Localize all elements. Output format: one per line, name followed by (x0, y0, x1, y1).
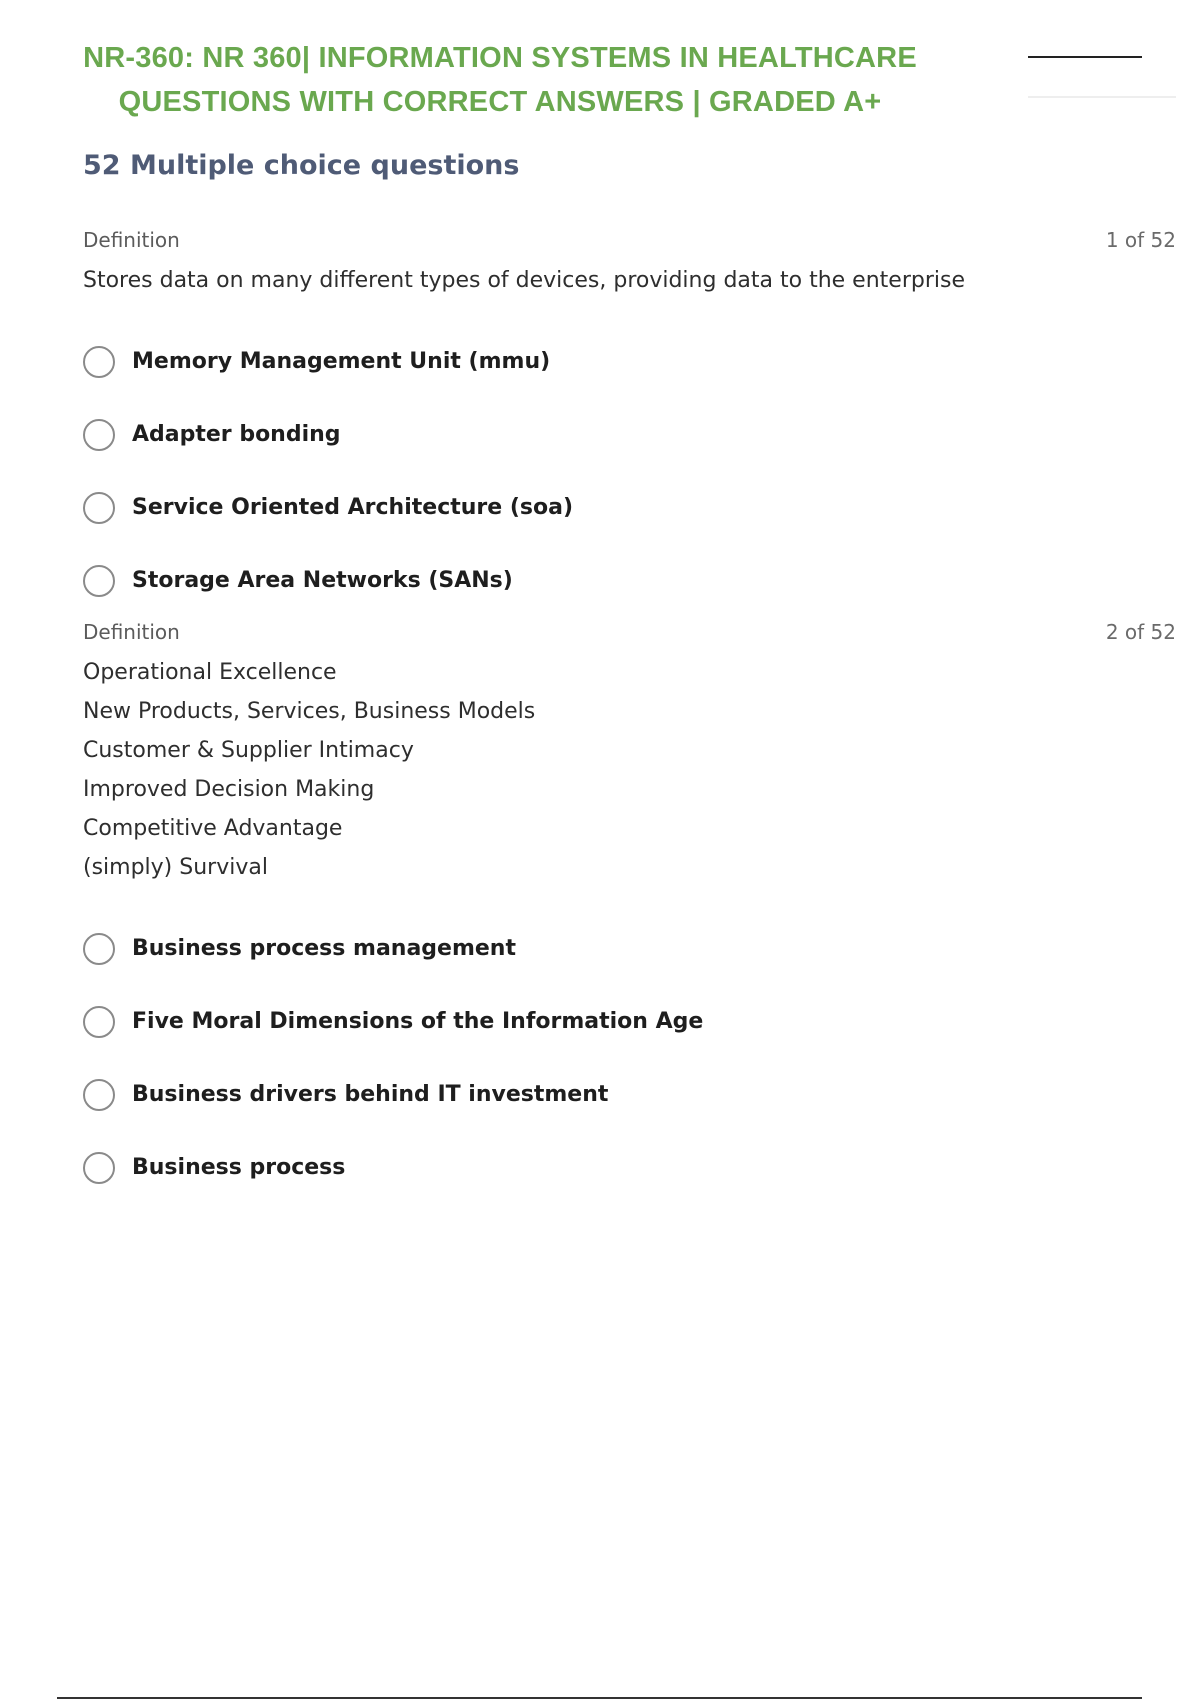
question-meta (83, 620, 1176, 650)
document-title-line-2: QUESTIONS WITH CORRECT ANSWERS | GRADED A+ (118, 86, 882, 118)
radio-button[interactable] (83, 1152, 115, 1184)
radio-button[interactable] (83, 933, 115, 965)
answer-option-label: Adapter bonding (132, 422, 341, 447)
header-rule-faint (1028, 96, 1176, 98)
answer-option-label: Service Oriented Architecture (soa) (132, 495, 574, 520)
radio-button[interactable] (83, 1006, 115, 1038)
answer-option-label: Memory Management Unit (mmu) (132, 349, 551, 374)
footer-rule (57, 1697, 1142, 1699)
prompt-line: Customer & Supplier Intimacy (83, 738, 414, 763)
answer-option[interactable] (83, 985, 1176, 1058)
prompt-line: Competitive Advantage (83, 816, 343, 841)
question-prompt (83, 266, 1176, 305)
radio-button[interactable] (83, 1079, 115, 1111)
question-type-label: Definition (83, 620, 180, 644)
answer-option[interactable] (83, 325, 1176, 398)
document-title-line-1: NR-360: NR 360| INFORMATION SYSTEMS IN HEALTHCARE (83, 42, 917, 74)
document-header (40, 36, 960, 124)
prompt-line: (simply) Survival (83, 855, 268, 880)
answer-option-label: Five Moral Dimensions of the Information Age (132, 1009, 704, 1034)
answer-option[interactable] (83, 398, 1176, 471)
question-counter: 1 of 52 (1105, 228, 1176, 252)
prompt-line: Stores data on many different types of devices, providing data to the enterprise (83, 268, 965, 293)
question-1 (83, 228, 1176, 617)
prompt-line: New Products, Services, Business Models (83, 699, 536, 724)
answer-option-label: Business process (132, 1155, 346, 1180)
answer-option[interactable] (83, 1058, 1176, 1131)
prompt-line: Improved Decision Making (83, 777, 375, 802)
answer-option[interactable] (83, 544, 1176, 617)
answer-option-label: Business drivers behind IT investment (132, 1082, 609, 1107)
header-rule (1028, 56, 1142, 58)
answer-option[interactable] (83, 912, 1176, 985)
prompt-line: Operational Excellence (83, 660, 337, 685)
question-meta (83, 228, 1176, 258)
question-counter: 2 of 52 (1105, 620, 1176, 644)
quiz-heading: 52 Multiple choice questions (83, 150, 520, 181)
answer-option[interactable] (83, 1131, 1176, 1204)
radio-button[interactable] (83, 565, 115, 597)
answer-options (83, 325, 1176, 617)
radio-button[interactable] (83, 346, 115, 378)
question-prompt (83, 658, 1176, 892)
radio-button[interactable] (83, 492, 115, 524)
radio-button[interactable] (83, 419, 115, 451)
answer-options (83, 912, 1176, 1204)
answer-option[interactable] (83, 471, 1176, 544)
question-type-label: Definition (83, 228, 180, 252)
question-2 (83, 620, 1176, 1204)
answer-option-label: Business process management (132, 936, 516, 961)
answer-option-label: Storage Area Networks (SANs) (132, 568, 513, 593)
